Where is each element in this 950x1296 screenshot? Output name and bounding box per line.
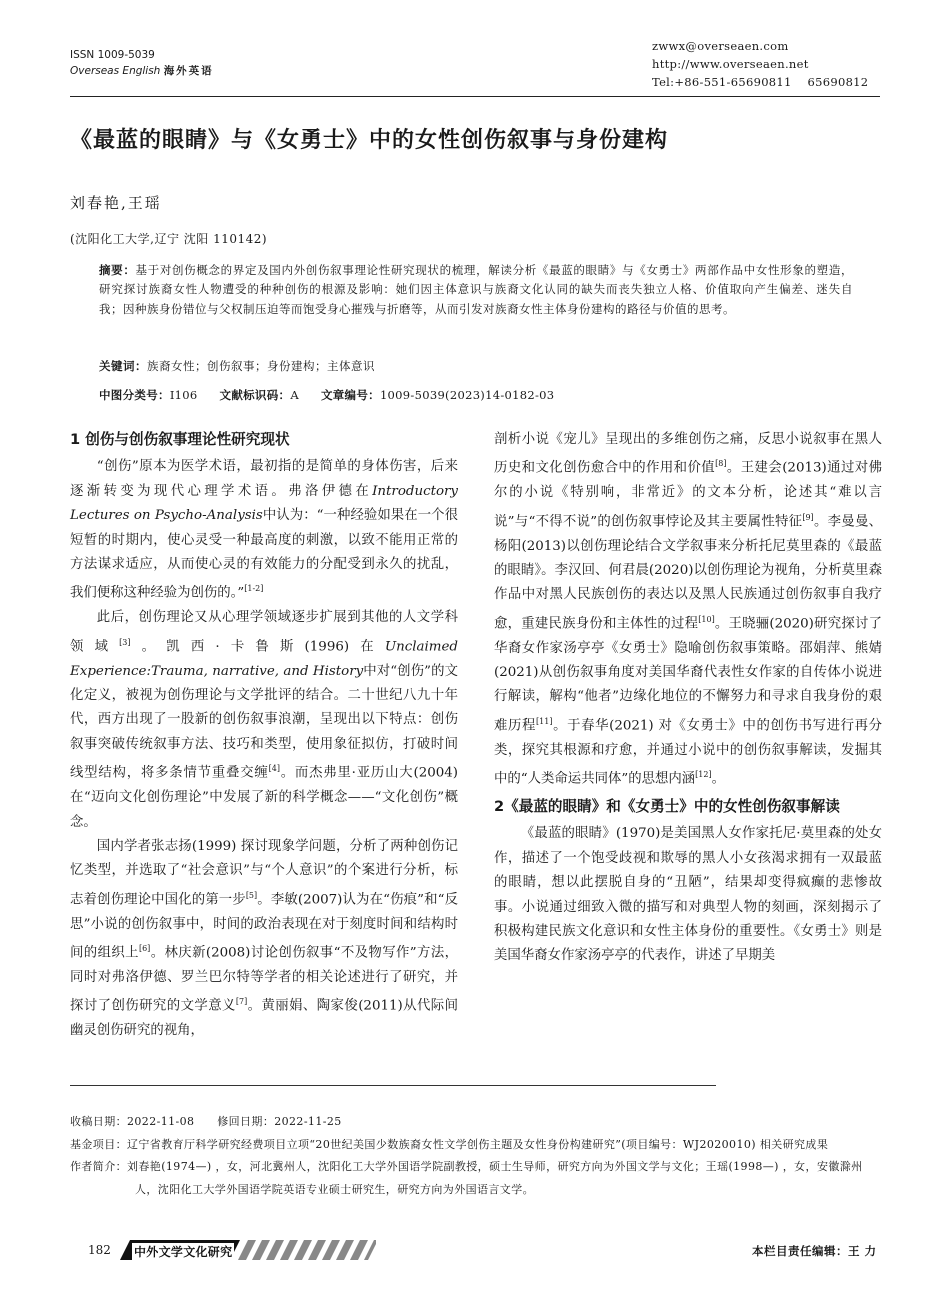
header-rule — [70, 96, 880, 97]
keywords — [99, 358, 375, 374]
footnote-received: 收稿日期：2022-11-08 修回日期：2022-11-25 — [70, 1115, 342, 1128]
book-title-en: Introductory Lectures on Psycho-Analysis — [70, 483, 458, 524]
clc-value: I106 — [169, 388, 198, 402]
affiliation: (沈阳化工大学,辽宁 沈阳 110142) — [70, 232, 268, 246]
contact-url: http://www.overseaen.net — [652, 57, 809, 71]
footnote-rule — [70, 1085, 716, 1086]
citation: [11] — [536, 716, 553, 726]
doc-code-value: A — [290, 388, 299, 402]
journal-contact — [652, 37, 868, 91]
paragraph: 剖析小说《宠儿》呈现出的多维创伤之痛，反思小说叙事在黑人历史和文化创伤愈合中的作用和价值[8]。王建会(2013)通过对佛尔的小说《特别响，非常近》的文本分析，论述其“难以言说”与“不得不说”的创伤叙事悖论及其主要属性特征[9]。李曼曼、杨阳(2013)以创伤理论结合文学叙事来分析托尼莫里森的《最蓝的眼睛》。李汉回、何君晨(2020)以创伤理论为视角，分析莫里森作品中对黑人民族创伤的表达以及黑人民族通过创伤叙事自我疗愈，重建民族身份和主体性的过程[10]。王晓骊(2020)研究探讨了华裔女作家汤亭亭《女勇士》隐喻创伤叙事策略。邵娟萍、熊婧(2021)从创伤叙事角度对美国华裔代表性女作家的自传体小说进行解读，解构“他者”边缘化地位的不懈努力和寻求自我身份的艰难历程[11]。于春华(2021) 对《女勇士》中的创伤书写进行再分类，探究其根源和疗愈，并通过小说中的创伤叙事解读，发掘其中的“人类命运共同体”的思想内涵[12]。 — [494, 432, 883, 787]
citation: [3] — [119, 637, 131, 647]
column-name: 中外文学文化研究 — [134, 1245, 233, 1259]
citation: [1-2] — [244, 584, 264, 594]
paragraph: 《最蓝的眼睛》(1970)是美国黑人女作家托尼·莫里森的处女作，描述了一个饱受歧视和欺辱的黑人小女孩渴求拥有一双最蓝的眼睛，想以此摆脱自身的“丑陋”，结果却变得疯癫的悲惨故事。小说通过细致入微的描写和对典型人物的刻画，深刻揭示了积极构建民族文化意识和女性主体身份的重要性。《女勇士》则是美国华裔女作家汤亭亭的代表作，讲述了早期美 — [494, 826, 882, 964]
journal-name — [70, 63, 214, 79]
keywords-label: 关键词： — [99, 359, 147, 373]
abstract — [99, 261, 853, 319]
paragraph: “创伤”原本为医学术语，最初指的是简单的身体伤害，后来逐渐转变为现代心理学术语。弗洛伊德在Introductory Lectures on Psycho-Analysis中认为：“一种经验如果在一个很短暂的时期内，使心灵受一种最高度的刺激，以致不能用正常的方法谋求适应，从而使心灵的有效能力的分配受到永久的扰乱，我们便称这种经验为创伤的。”[1-2] — [70, 459, 458, 601]
authors: 刘春艳,王瑶 — [70, 194, 162, 212]
contact-email: zwwx@overseaen.com — [652, 39, 789, 53]
contact-tel: Tel:+86-551-65690811 65690812 — [652, 75, 869, 89]
paragraph: 国内学者张志扬(1999) 探讨现象学问题，分析了两种创伤记忆类型，并选取了“社会意识”与“个人意识”的个案进行分析，标志着创伤理论中国化的第一步[5]。李敏(2007)认为在“伤痕”和“反思”小说的创伤叙事中，时间的政治表现在对于刻度时间和结构时间的组织上[6]。林庆新(2008)讨论创伤叙事“不及物写作”方法，同时对弗洛伊德、罗兰巴尔特等学者的相关论述进行了研究，并探讨了创伤研究的文学意义[7]。黄丽娟、陶家俊(2011)从代际间幽灵创伤研究的视角， — [70, 838, 459, 1039]
abstract-label: 摘要： — [99, 263, 136, 277]
issn: ISSN 1009-5039 — [70, 49, 155, 61]
footnotes — [70, 1111, 882, 1201]
section-2-heading: 2《最蓝的眼睛》和《女勇士》中的女性创伤叙事解读 — [494, 798, 840, 816]
citation: [4] — [268, 764, 280, 774]
article-number-label: 文章编号： — [320, 388, 380, 402]
citation: [8] — [715, 459, 727, 469]
citation: [5] — [245, 890, 258, 900]
abstract-text: 基于对创伤概念的界定及国内外创伤叙事理论性研究现状的梳理，解读分析《最蓝的眼睛》与《女勇士》两部作品中女性形象的塑造，研究探讨族裔女性人物遭受的种种创伤的根源及影响：她们因主体意识与族裔文化认同的缺失而丧失独立人格、价值取向产生偏差、迷失自我；因种族身份错位与父权制压迫等而饱受身心摧残与折磨等，从而引发对族裔女性主体身份建构的路径与价值的思考。 — [99, 263, 854, 316]
body-column-right — [494, 428, 882, 969]
doc-code-label: 文献标识码： — [219, 388, 291, 402]
footnote-author-bio: 作者简介：刘春艳(1974—) ，女，河北冀州人，沈阳化工大学外国语学院副教授，硕士生导师，研究方向为外国文学与文化；王瑶(1998—) ，女，安徽滁州人，沈阳化工大学外国语学院英语专业硕士研究生，研究方向为外国语言文学。 — [70, 1160, 863, 1196]
journal-name-en: Overseas English — [70, 65, 161, 77]
journal-header — [70, 47, 214, 79]
clc-label: 中图分类号： — [99, 388, 170, 402]
citation: [7] — [235, 997, 248, 1007]
citation: [12] — [695, 770, 712, 780]
citation: [6] — [138, 944, 151, 953]
page-number: 182 — [88, 1243, 111, 1257]
journal-name-cn: 海外英语 — [163, 65, 214, 77]
article-title: 《最蓝的眼睛》与《女勇士》中的女性创伤叙事与身份建构 — [70, 128, 669, 153]
citation: [10] — [698, 614, 715, 624]
keywords-text: 族裔女性；创伤叙事；身份建构；主体意识 — [147, 359, 375, 373]
footnote-fund: 基金项目：辽宁省教育厅科学研究经费项目立项“20世纪美国少数族裔女性文学创伤主题及女性身份构建研究”(项目编号：WJ2020010) 相关研究成果 — [70, 1137, 829, 1151]
section-1-heading: 1 创伤与创伤叙事理论性研究现状 — [70, 431, 290, 448]
classification-codes — [99, 387, 554, 403]
book-title-en: Unclaimed Experience:Trauma, narrative, and History — [70, 639, 458, 679]
paragraph: 此后，创伤理论又从心理学领域逐步扩展到其他的人文学科领域[3]。凯西·卡鲁斯(1996)在Unclaimed Experience:Trauma, narrative, and History中对“创伤”的文化定义，被视为创伤理论与文学批评的结合。二十世纪八九十年代，西方出现了一股新的创伤叙事浪潮，呈现出以下特点：创伤叙事突破传统叙事方法、技巧和类型，使用象征拟仿，打破时间线型结构，将多条情节重叠交缠[4]。而杰弗里·亚历山大(2004) 在“迈向文化创伤理论”中发展了新的科学概念——“文化创伤”概念。 — [70, 610, 458, 830]
column-editor: 本栏目责任编辑：王 力 — [752, 1244, 877, 1258]
body-column-left — [70, 428, 458, 1044]
article-number-value: 1009-5039(2023)14-0182-03 — [379, 388, 555, 402]
citation: [9] — [802, 512, 814, 522]
